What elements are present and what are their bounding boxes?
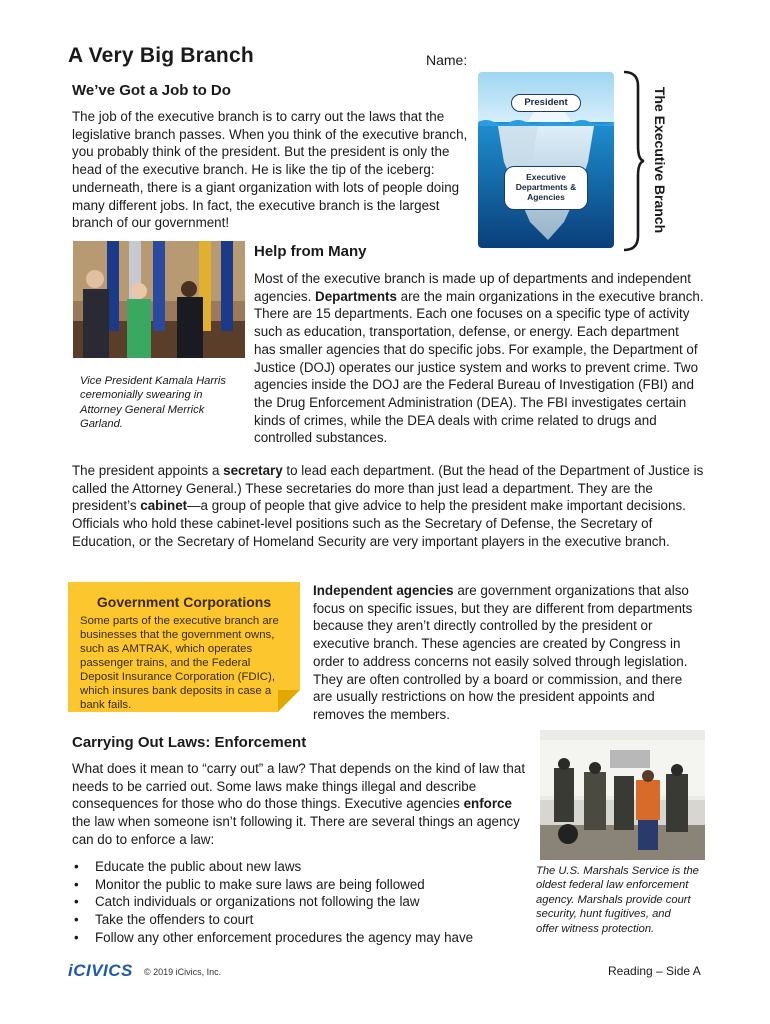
caption-line: The U.S. Marshals Service is the xyxy=(536,865,699,877)
term-departments: Departments xyxy=(315,288,397,304)
section-heading-help: Help from Many xyxy=(254,243,367,260)
marshals-photo xyxy=(540,730,705,860)
photo2-caption xyxy=(536,864,714,936)
departments-label xyxy=(504,166,588,210)
section-paragraph-secretary xyxy=(72,462,706,551)
list-item: • Catch individuals or organizations not following the law xyxy=(72,893,528,911)
term-independent-agencies: Independent agencies xyxy=(313,583,454,598)
page-title: A Very Big Branch xyxy=(68,44,254,67)
section-heading-job: We’ve Got a Job to Do xyxy=(72,82,231,99)
gov-box-title: Government Corporations xyxy=(96,594,272,610)
name-field-line[interactable] xyxy=(474,68,614,69)
side-title-text: The Executive Branch xyxy=(652,86,668,234)
caption-line: agency. Marshals provide court xyxy=(536,893,691,906)
term-secretary: secretary xyxy=(223,463,283,478)
departments-label-line: Departments & xyxy=(515,182,577,192)
caption-line: oldest federal law enforcement xyxy=(536,879,689,892)
iceberg-illustration xyxy=(478,72,614,248)
section-heading-enforcement: Carrying Out Laws: Enforcement xyxy=(72,734,307,751)
section-paragraph-job: The job of the executive branch is to carry out the laws that the legislative branch passes. When you think of the executive branch, you probably think of the president. But the president is only the head of the executive branch. He is like the tip of the iceberg: underneath, there is a giant organization with lots of people doing many different jobs. In fact, the executive branch is the largest branch of our government! xyxy=(72,109,468,231)
text-run: —a group of people that give advice to help the president make important decisions. Officials who hold these cabinet-level positions such as the Secretary of Defense, the Secretary of Education, or the Secretary of Homeland Security are very important players in the executive branch. xyxy=(72,498,686,549)
gov-box-text: Some parts of the executive branch are businesses that the government owns, such as AMTRAK, which operates passenger trains, and the Federal Deposit Insurance Corporation (FDIC), which insures bank deposits in case a bank fails. xyxy=(80,615,279,711)
departments-label-line: Agencies xyxy=(527,192,565,202)
side-title xyxy=(645,70,675,250)
list-item: • Follow any other enforcement procedures the agency may have xyxy=(72,929,528,947)
caption-line: Vice President Kamala Harris xyxy=(80,375,226,387)
text-run: are government organizations that also focus on specific issues, but they are different from departments because they aren’t directly controlled by the president or executive branch. These agencies are created by Congress in order to address concerns not easily solved through legislation. They are often controlled by a board or commission, and there are usually restrictions on how the president appoints and removes the members. xyxy=(313,583,693,722)
copyright: © 2019 iCivics, Inc. xyxy=(144,967,222,977)
departments-label-line: Executive xyxy=(526,172,566,182)
section-paragraph-independent xyxy=(313,582,705,724)
enforcement-list xyxy=(72,858,528,947)
swearing-in-photo xyxy=(73,241,245,358)
reading-side-label: Reading – Side A xyxy=(608,964,701,978)
photo1-caption xyxy=(80,374,250,432)
caption-line: Garland. xyxy=(80,418,123,431)
name-label: Name: xyxy=(426,52,468,68)
list-item: • Take the offenders to court xyxy=(72,911,528,929)
section-paragraph-departments xyxy=(254,270,704,447)
caption-line: offer witness protection. xyxy=(536,922,655,935)
section-paragraph-enforcement xyxy=(72,760,528,849)
government-corporations-box xyxy=(68,582,300,712)
list-item: • Educate the public about new laws xyxy=(72,858,528,876)
text-run: Most of the executive branch is made up of departments and independent agencies. xyxy=(254,271,691,304)
text-run: the law when someone isn’t following it. There are several things an agency can do to enforce a law: xyxy=(72,814,520,847)
term-enforce: enforce xyxy=(463,796,512,812)
curly-bracket xyxy=(620,70,646,252)
text-run: The president appoints a xyxy=(72,463,224,478)
caption-line: security, hunt fugitives, and xyxy=(536,908,671,921)
icivics-logo: iCIVICS xyxy=(68,961,133,980)
term-cabinet: cabinet xyxy=(140,498,188,514)
text-run: What does it mean to “carry out” a law? That depends on the kind of law that needs to be carried out. Some laws make things illegal and describe consequences for those who do those things. Executive agencies xyxy=(72,761,526,812)
president-label: President xyxy=(511,94,581,112)
text-run: to lead each department. (But the head of the Department of Justice is called the Attorney General.) These secretaries do more than just lead a department. They are the president’s xyxy=(72,463,704,514)
list-item: • Monitor the public to make sure laws are being followed xyxy=(72,876,528,894)
text-run: are the main organizations in the executive branch. There are 15 departments. Each one focuses on a specific type of activity such as education, transportation, defense, or energy. Each department has smaller agencies that do specific jobs. For example, the Department of Justice (DOJ) operates our justice system and works to prevent crime. Two agencies inside the DOJ are the Federal Bureau of Investigation (FBI) and the Drug Enforcement Administration (DEA). The FBI investigates certain kinds of crimes, while the DEA deals with crime related to drugs and controlled substances. xyxy=(254,288,704,446)
caption-line: ceremonially swearing in xyxy=(80,389,203,402)
gov-box-fold xyxy=(278,690,300,712)
caption-line: Attorney General Merrick xyxy=(80,403,205,416)
